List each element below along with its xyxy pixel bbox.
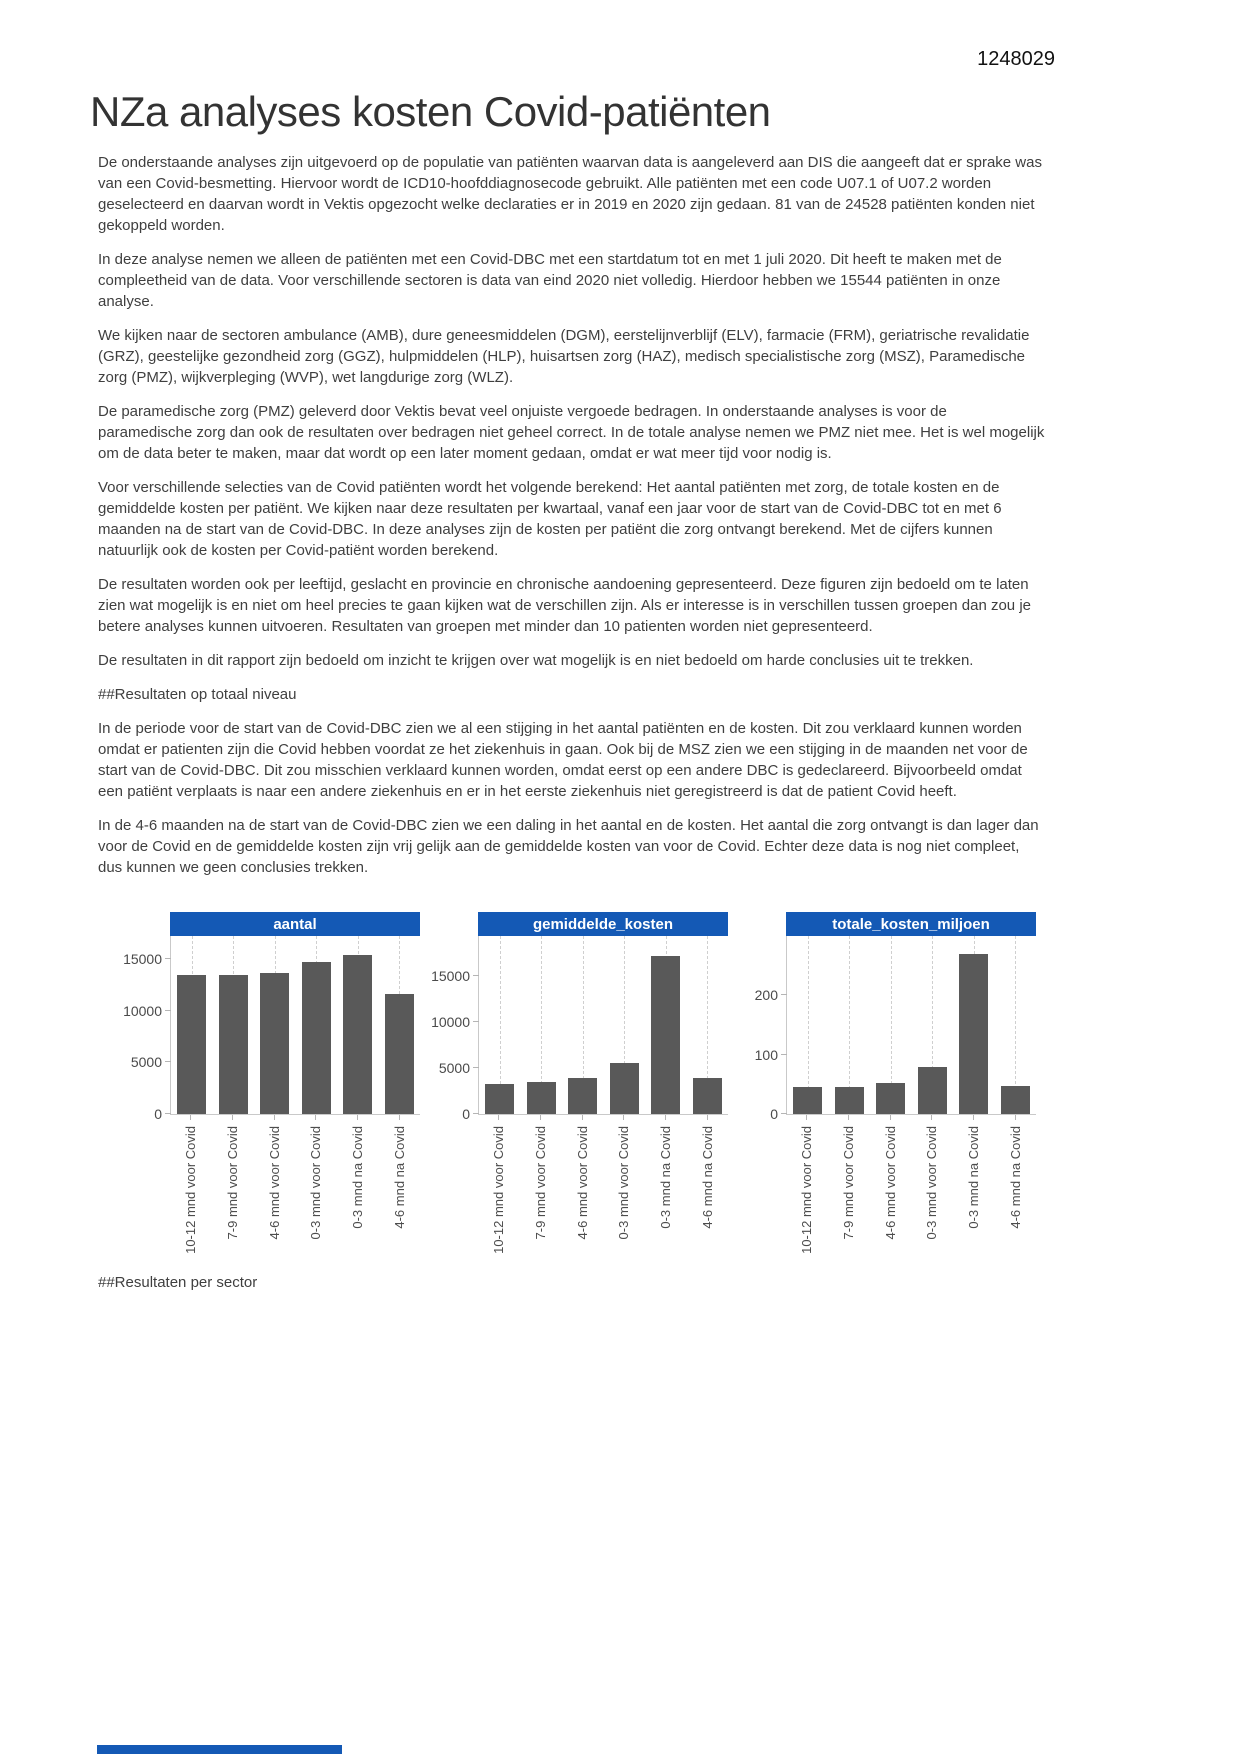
bar [876, 1083, 905, 1114]
x-tick-label: 10-12 mnd voor Covid [799, 1126, 815, 1254]
x-tick-mark [399, 1115, 400, 1120]
bar [527, 1082, 556, 1114]
x-axis-labels [170, 1115, 420, 1254]
paragraph: ##Resultaten op totaal niveau [98, 686, 297, 703]
bar-slot [337, 936, 379, 1114]
x-tick [603, 1115, 645, 1254]
document-content [90, 88, 1045, 1293]
bar-slot [521, 936, 563, 1114]
bar [568, 1078, 597, 1114]
x-tick-mark [931, 1115, 932, 1120]
charts-row [122, 912, 1045, 1254]
bar-slot [953, 936, 995, 1114]
bar [610, 1063, 639, 1114]
bar-slot [829, 936, 871, 1114]
y-axis [122, 912, 170, 1122]
y-tick-label: 100 [754, 1046, 778, 1063]
bar [343, 955, 372, 1114]
x-tick-mark [707, 1115, 708, 1120]
x-tick [378, 1115, 420, 1254]
bar-slot [254, 936, 296, 1114]
body-paragraphs [90, 152, 1045, 878]
x-tick-mark [274, 1115, 275, 1120]
bar-slot [645, 936, 687, 1114]
x-tick-mark [623, 1115, 624, 1120]
plot-column [786, 912, 1036, 1254]
x-tick [869, 1115, 911, 1254]
x-tick-label: 0-3 mnd voor Covid [924, 1126, 940, 1240]
x-tick-label: 4-6 mnd na Covid [699, 1126, 715, 1229]
x-tick-mark [890, 1115, 891, 1120]
x-tick-label: 4-6 mnd voor Covid [266, 1126, 282, 1240]
y-tick-label: 10000 [431, 1013, 470, 1030]
x-tick-label: 0-3 mnd voor Covid [616, 1126, 632, 1240]
x-tick-mark [806, 1115, 807, 1120]
paragraph: We kijken naar de sectoren ambulance (AMB), dure geneesmiddelen (DGM), eerstelijnverblijf (ELV), farmacie (FRM), geriatrische revalidatie (GRZ), geestelijke gezondheid zorg (GGZ), hulpmiddelen (HLP), huisartsen zorg (HAZ), medisch specialistische zorg (MSZ), Paramedische zorg (PMZ), wijkverpleging (WVP), wet langdurige zorg (WLZ). [98, 327, 1030, 386]
x-tick-mark [357, 1115, 358, 1120]
x-tick-label: 7-9 mnd voor Covid [533, 1126, 548, 1240]
x-tick [953, 1115, 995, 1254]
plot-area [478, 936, 728, 1115]
x-tick [520, 1115, 562, 1254]
x-tick-label: 10-12 mnd voor Covid [183, 1126, 199, 1254]
bar-slot [171, 936, 213, 1114]
x-tick [478, 1115, 520, 1254]
x-tick [828, 1115, 870, 1254]
bar-slot [870, 936, 912, 1114]
x-tick [337, 1115, 379, 1254]
y-axis [738, 912, 786, 1122]
chart-title: totale_kosten_miljoen [786, 912, 1036, 936]
plot-column [170, 912, 420, 1254]
paragraph: De resultaten worden ook per leeftijd, geslacht en provincie en chronische aandoening gepresenteerd. Deze figuren zijn bedoeld om te laten zien wat mogelijk is en niet om heel precies te gaan kijken wat de verschillen zijn. Als er interesse is in verschillen tussen groepen dan zou je betere analyses kunnen uitvoeren. Resultaten van groepen met minder dan 10 patienten worden niet gepresenteerd. [98, 576, 1031, 635]
paragraph: In de periode voor de start van de Covid-DBC zien we al een stijging in het aantal patiënten en de kosten. Dit zou verklaard kunnen worden omdat er patienten zijn die Covid hebben voordat ze het ziekenhuis in gaan. Ook bij de MSZ zien we een stijging in de maanden net voor de start van de Covid-DBC. Dit zou misschien verklaard kunnen worden, omdat eerst op een andere DBC is gedeclareerd. Bijvoorbeeld omdat een patiënt verplaats is naar een andere ziekenhuis en er in het eerste ziekenhuis niet geregistreerd is dat de patient Covid heeft. [98, 720, 1028, 800]
chart-title: aantal [170, 912, 420, 936]
bar [177, 975, 206, 1114]
bar-slot [379, 936, 421, 1114]
x-tick-mark [582, 1115, 583, 1120]
bar-slot [296, 936, 338, 1114]
paragraph: De paramedische zorg (PMZ) geleverd door Vektis bevat veel onjuiste vergoede bedragen. In onderstaande analyses is voor de paramedische zorg dan ook de resultaten over bedragen niet geheel correct. In de totale analyse nemen we PMZ niet mee. Het is wel mogelijk om de data beter te maken, maar dat wordt op een later moment gedaan, omdat er wat meer tijd voor nodig is. [98, 403, 1045, 462]
x-tick-mark [232, 1115, 233, 1120]
paragraph: In de 4-6 maanden na de start van de Covid-DBC zien we een daling in het aantal en de kosten. Het aantal die zorg ontvangt is dan lager dan voor de Covid en de gemiddelde kosten zijn vrij gelijk aan de gemiddelde kosten van voor de Covid. Echter deze data is nog niet compleet, dus kunnen we geen conclusies trekken. [98, 817, 1039, 876]
bar-slot [213, 936, 255, 1114]
x-tick-label: 0-3 mnd voor Covid [308, 1126, 324, 1240]
y-tick-label: 5000 [130, 1054, 162, 1071]
y-tick-label: 5000 [438, 1059, 470, 1076]
y-tick-label: 15000 [431, 967, 470, 984]
x-tick-label: 4-6 mnd voor Covid [882, 1126, 898, 1240]
chart-title: gemiddelde_kosten [478, 912, 728, 936]
plot-column [478, 912, 728, 1254]
x-axis-labels [786, 1115, 1036, 1254]
x-tick [295, 1115, 337, 1254]
x-tick-label: 10-12 mnd voor Covid [491, 1126, 507, 1254]
bar [793, 1087, 822, 1114]
section-heading-resultaten-per-sector: ##Resultaten per sector [98, 1273, 258, 1291]
chart-gemiddelde_kosten [430, 912, 728, 1254]
x-tick-mark [1015, 1115, 1016, 1120]
bar-slot [912, 936, 954, 1114]
bar [219, 975, 248, 1114]
x-tick-label: 0-3 mnd na Covid [350, 1126, 366, 1229]
y-tick-label: 0 [770, 1106, 778, 1122]
bar-slot [787, 936, 829, 1114]
x-tick-label: 0-3 mnd na Covid [658, 1126, 674, 1229]
plot-area [170, 936, 420, 1115]
y-axis [430, 912, 478, 1122]
bar [385, 994, 414, 1114]
bar-slot [562, 936, 604, 1114]
x-tick-mark [848, 1115, 849, 1120]
y-tick-label: 15000 [123, 950, 162, 967]
bar [302, 962, 331, 1114]
x-tick [911, 1115, 953, 1254]
x-tick-mark [540, 1115, 541, 1120]
x-tick-mark [315, 1115, 316, 1120]
plot-area [786, 936, 1036, 1115]
y-tick-label: 0 [462, 1106, 470, 1122]
bars [479, 936, 728, 1114]
x-tick-label: 0-3 mnd na Covid [966, 1126, 982, 1229]
chart-aantal [122, 912, 420, 1254]
paragraph: In deze analyse nemen we alleen de patiënten met een Covid-DBC met een startdatum tot en met 1 juli 2020. Dit heeft te maken met de compleetheid van de data. Voor verschillende sectoren is data van eind 2020 niet volledig. Hierdoor hebben we 15544 patiënten in onze analyse. [98, 251, 1002, 310]
y-tick-label: 200 [754, 987, 778, 1004]
x-tick-label: 4-6 mnd na Covid [391, 1126, 407, 1229]
x-tick-mark [665, 1115, 666, 1120]
y-tick-label: 0 [154, 1106, 162, 1122]
bar [651, 956, 680, 1114]
x-tick-mark [973, 1115, 974, 1120]
bar [693, 1078, 722, 1114]
x-tick [786, 1115, 828, 1254]
x-tick [686, 1115, 728, 1254]
x-tick-label: 4-6 mnd na Covid [1007, 1126, 1023, 1229]
y-tick-label: 10000 [123, 1002, 162, 1019]
x-tick [253, 1115, 295, 1254]
bar [959, 954, 988, 1114]
page-number: 1248029 [977, 48, 1055, 70]
bar-slot [604, 936, 646, 1114]
x-tick [212, 1115, 254, 1254]
document-title: NZa analyses kosten Covid-patiënten [90, 88, 771, 135]
x-tick-label: 4-6 mnd voor Covid [574, 1126, 590, 1240]
x-tick [645, 1115, 687, 1254]
paragraph: Voor verschillende selecties van de Covid patiënten wordt het volgende berekend: Het aantal patiënten met zorg, de totale kosten en de gemiddelde kosten per patiënt. We kijken naar deze resultaten per kwartaal, vanaf een jaar voor de start van de Covid-DBC tot en met 6 maanden na de start van de Covid-DBC. In deze analyses zijn de kosten per patiënt die zorg ontvangt berekend. Met de cijfers kunnen natuurlijk ook de kosten per Covid-patiënt worden berekend. [98, 479, 1002, 559]
paragraph: De onderstaande analyses zijn uitgevoerd op de populatie van patiënten waarvan data is aangeleverd aan DIS die aangeeft dat er sprake was van een Covid-besmetting. Hiervoor wordt de ICD10-hoofddiagnosecode gebruikt. Alle patiënten met een code U07.1 of U07.2 worden geselecteerd en daarvan wordt in Vektis opgezocht welke declaraties er in 2019 en 2020 zijn gedaan. 81 van de 24528 patiënten konden niet gekoppeld worden. [98, 154, 1042, 234]
bar [260, 973, 289, 1114]
x-tick-label: 7-9 mnd voor Covid [225, 1126, 240, 1240]
bar [1001, 1086, 1030, 1114]
bars [171, 936, 420, 1114]
x-tick-label: 7-9 mnd voor Covid [841, 1126, 856, 1240]
x-tick [994, 1115, 1036, 1254]
x-axis-labels [478, 1115, 728, 1254]
x-tick-mark [498, 1115, 499, 1120]
paragraph: De resultaten in dit rapport zijn bedoeld om inzicht te krijgen over wat mogelijk is en niet bedoeld om harde conclusies uit te trekken. [98, 652, 974, 669]
bar-slot [479, 936, 521, 1114]
bar-slot [687, 936, 729, 1114]
chart-totale_kosten_miljoen [738, 912, 1036, 1254]
next-chart-strip-partial [97, 1745, 342, 1754]
bar [835, 1087, 864, 1114]
x-tick-mark [190, 1115, 191, 1120]
bar-slot [995, 936, 1037, 1114]
bars [787, 936, 1036, 1114]
x-tick [561, 1115, 603, 1254]
x-tick [170, 1115, 212, 1254]
bar [918, 1067, 947, 1114]
bar [485, 1084, 514, 1114]
